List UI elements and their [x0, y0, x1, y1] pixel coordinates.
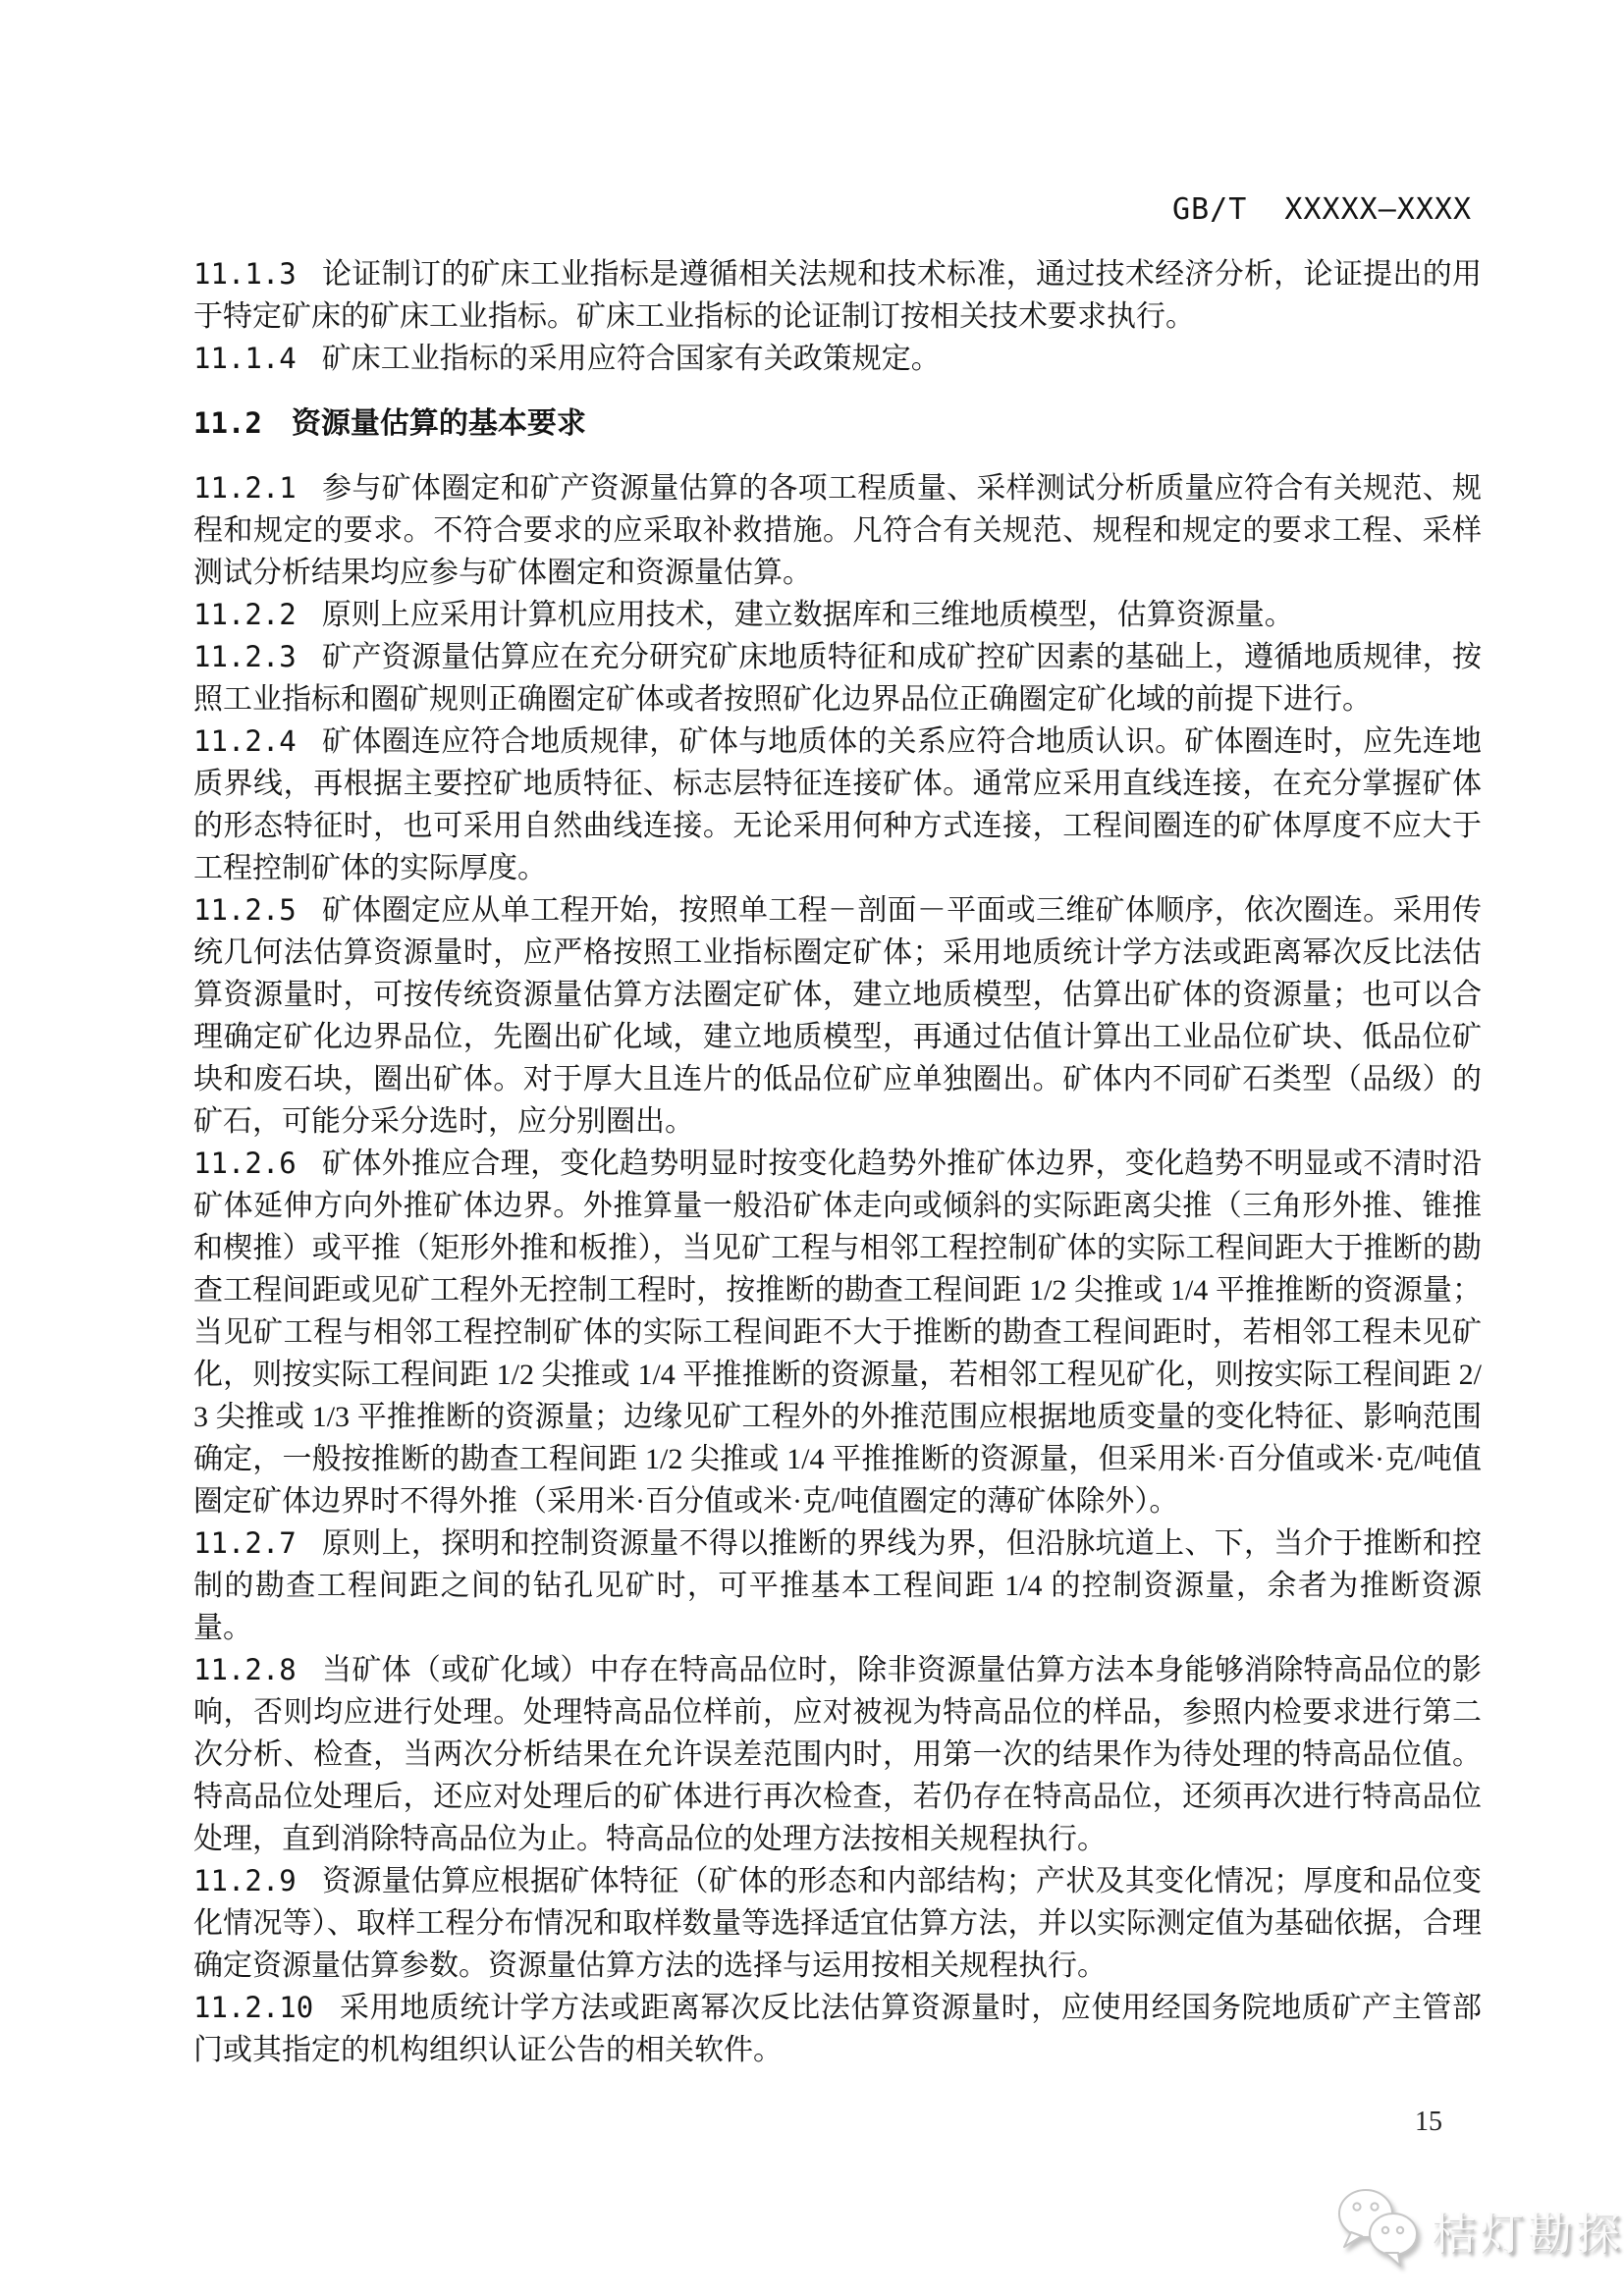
- clause-text: 当矿体（或矿化域）中存在特高品位时，除非资源量估算方法本身能够消除特高品位的影响，否则均应进行处理。处理特高品位样前，应对被视为特高品位的样品，参照内检要求进行第二次分析、检查，当两次分析结果在允许误差范围内时，用第一次的结果作为待处理的特高品位值。特高品位处理后，还应对处理后的矿体进行再次检查，若仍存在特高品位，还须再次进行特高品位处理，直到消除特高品位为止。特高品位的处理方法按相关规程执行。: [193, 1654, 1482, 1855]
- clause-11-2-1: [193, 467, 1482, 594]
- clause-number: 11.2.10: [193, 1991, 314, 2024]
- standard-code: GB/T XXXXX—XXXX: [1172, 192, 1472, 227]
- section-heading-11-2: [193, 402, 1482, 445]
- clause-11-2-10: [193, 1987, 1482, 2071]
- clause-number: 11.1.3: [193, 257, 297, 291]
- clause-number: 11.2.4: [193, 724, 297, 758]
- clause-number: 11.2.2: [193, 598, 297, 631]
- clause-11-2-3: [193, 636, 1482, 721]
- clause-11-2-2: [193, 594, 1482, 636]
- page-number: 15: [1415, 2107, 1442, 2137]
- clause-text: 矿体圈定应从单工程开始，按照单工程－剖面－平面或三维矿体顺序，依次圈连。采用传统几何法估算资源量时，应严格按照工业指标圈定矿体；采用地质统计学方法或距离幂次反比法估算资源量时，可按传统资源量估算方法圈定矿体，建立地质模型，估算出矿体的资源量；也可以合理确定矿化边界品位，先圈出矿化域，建立地质模型，再通过估值计算出工业品位矿块、低品位矿块和废石块，圈出矿体。对于厚大且连片的低品位矿应单独圈出。矿体内不同矿石类型（品级）的矿石，可能分采分选时，应分别圈出。: [193, 894, 1482, 1138]
- watermark: [1335, 2185, 1624, 2273]
- clause-11-1-3: [193, 253, 1482, 338]
- clause-text: 论证制订的矿床工业指标是遵循相关法规和技术标准，通过技术经济分析，论证提出的用于特定矿床的矿床工业指标。矿床工业指标的论证制订按相关技术要求执行。: [193, 258, 1482, 333]
- clause-11-2-8: [193, 1649, 1482, 1860]
- clause-11-2-9: [193, 1860, 1482, 1987]
- clause-text: 参与矿体圈定和矿产资源量估算的各项工程质量、采样测试分析质量应符合有关规范、规程和规定的要求。不符合要求的应采取补救措施。凡符合有关规范、规程和规定的要求工程、采样测试分析结果均应参与矿体圈定和资源量估算。: [193, 472, 1482, 589]
- clause-number: 11.2.9: [193, 1864, 297, 1897]
- clause-number: 11.2.7: [193, 1526, 297, 1560]
- clause-number: 11.1.4: [193, 342, 297, 375]
- section-title: 资源量估算的基本要求: [291, 407, 586, 440]
- clause-11-2-4: [193, 721, 1482, 889]
- clause-text: 采用地质统计学方法或距离幂次反比法估算资源量时，应使用经国务院地质矿产主管部门或其指定的机构组织认证公告的相关软件。: [193, 1992, 1482, 2066]
- clause-text: 矿产资源量估算应在充分研究矿床地质特征和成矿控矿因素的基础上，遵循地质规律，按照工业指标和圈矿规则正确圈定矿体或者按照矿化边界品位正确圈定矿化域的前提下进行。: [193, 641, 1482, 716]
- clause-number: 11.2.3: [193, 640, 297, 673]
- clause-number: 11.2.1: [193, 471, 297, 505]
- clause-number: 11.2.5: [193, 893, 297, 927]
- clause-text: 矿体圈连应符合地质规律，矿体与地质体的关系应符合地质认识。矿体圈连时，应先连地质界线，再根据主要控矿地质特征、标志层特征连接矿体。通常应采用直线连接，在充分掌握矿体的形态特征时，也可采用自然曲线连接。无论采用何种方式连接，工程间圈连的矿体厚度不应大于工程控制矿体的实际厚度。: [193, 725, 1482, 884]
- wechat-icon: [1335, 2185, 1426, 2273]
- clause-text: 矿体外推应合理，变化趋势明显时按变化趋势外推矿体边界，变化趋势不明显或不清时沿矿体延伸方向外推矿体边界。外推算量一般沿矿体走向或倾斜的实际距离尖推（三角形外推、锥推和楔推）或平推（矩形外推和板推），当见矿工程与相邻工程控制矿体的实际工程间距大于推断的勘查工程间距或见矿工程外无控制工程时，按推断的勘查工程间距 1/2 尖推或 1/4 平推推断的资源量；当见矿工程与相邻工程控制矿体的实际工程间距不大于推断的勘查工程间距时，若相邻工程未见矿化，则按实际工程间距 1/2 尖推或 1/4 平推推断的资源量，若相邻工程见矿化，则按实际工程间距 2/3 尖推或 1/3 平推推断的资源量；边缘见矿工程外的外推范围应根据地质变量的变化特征、影响范围确定，一般按推断的勘查工程间距 1/2 尖推或 1/4 平推推断的资源量，但采用米·百分值或米·克/吨值圈定矿体边界时不得外推（采用米·百分值或米·克/吨值圈定的薄矿体除外）。: [193, 1148, 1482, 1518]
- section-number: 11.2: [193, 406, 262, 440]
- clause-text: 矿床工业指标的采用应符合国家有关政策规定。: [321, 343, 941, 375]
- clause-text: 原则上应采用计算机应用技术，建立数据库和三维地质模型，估算资源量。: [321, 599, 1294, 631]
- document-body: [193, 253, 1482, 2071]
- clause-text: 资源量估算应根据矿体特征（矿体的形态和内部结构；产状及其变化情况；厚度和品位变化情况等）、取样工程分布情况和取样数量等选择适宜估算方法，并以实际测定值为基础依据，合理确定资源量估算参数。资源量估算方法的选择与运用按相关规程执行。: [193, 1865, 1482, 1982]
- clause-11-1-4: [193, 338, 1482, 380]
- clause-11-2-7: [193, 1522, 1482, 1649]
- clause-11-2-6: [193, 1143, 1482, 1522]
- clause-number: 11.2.8: [193, 1653, 297, 1686]
- clause-11-2-5: [193, 889, 1482, 1143]
- clause-text: 原则上，探明和控制资源量不得以推断的界线为界，但沿脉坑道上、下，当介于推断和控制的勘查工程间距之间的钻孔见矿时，可平推基本工程间距 1/4 的控制资源量，余者为推断资源量。: [193, 1527, 1482, 1644]
- clause-number: 11.2.6: [193, 1147, 297, 1180]
- watermark-text: 桔灯勘探: [1432, 2208, 1624, 2259]
